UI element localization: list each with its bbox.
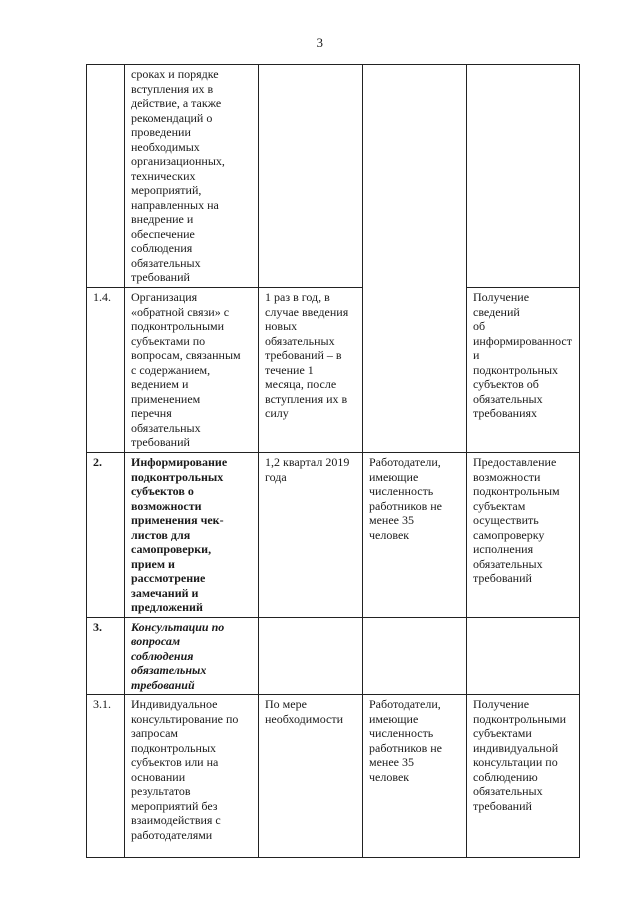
event-cell: Консультации по вопросам соблюдения обязательных требований (125, 617, 259, 695)
result-cell (467, 65, 580, 288)
table-row (87, 695, 580, 858)
table-row (87, 453, 580, 618)
event-cell: Индивидуальное консультирование по запросам подконтрольных субъектов или на основании результатов мероприятий без взаимодействия с работодателями (125, 695, 259, 858)
term-cell (259, 65, 363, 288)
measures-table (86, 64, 580, 858)
row-number: 3.1. (87, 695, 125, 858)
page-number: 3 (316, 35, 324, 50)
row-number: 2. (87, 453, 125, 618)
event-cell: Информирование подконтрольных субъектов о возможности применения чек- листов для самопроверки, прием и рассмотрение замечаний и предложений (125, 453, 259, 618)
result-cell (467, 617, 580, 695)
term-cell: 1 раз в год, в случае введения новых обязательных требований – в течение 1 месяца, после вступления их в силу (259, 288, 363, 453)
term-cell (259, 617, 363, 695)
table-row (87, 65, 580, 288)
row-number: 3. (87, 617, 125, 695)
result-cell: Предоставление возможности подконтрольным субъектам осуществить самопроверку исполнения обязательных требований (467, 453, 580, 618)
subjects-cell (363, 617, 467, 695)
term-cell: 1,2 квартал 2019 года (259, 453, 363, 618)
table-row (87, 288, 580, 453)
result-cell: Получение сведений об информированности подконтрольных субъектов об обязательных требованиях (467, 288, 580, 453)
subjects-cell (363, 65, 467, 453)
subjects-cell: Работодатели, имеющие численность работников не менее 35 человек (363, 453, 467, 618)
table-row (87, 617, 580, 695)
subjects-cell: Работодатели, имеющие численность работников не менее 35 человек (363, 695, 467, 858)
result-cell: Получение подконтрольными субъектами индивидуальной консультации по соблюдению обязательных требований (467, 695, 580, 858)
row-number (87, 65, 125, 288)
event-cell: Организация «обратной связи» с подконтрольными субъектами по вопросам, связанным с содержанием, ведением и применением перечня обязательных требований (125, 288, 259, 453)
term-cell: По мере необходимости (259, 695, 363, 858)
event-cell: сроках и порядке вступления их в действие, а также рекомендаций о проведении необходимых организационных, технических мероприятий, направленных на внедрение и обеспечение соблюдения обязательных требований (125, 65, 259, 288)
row-number: 1.4. (87, 288, 125, 453)
